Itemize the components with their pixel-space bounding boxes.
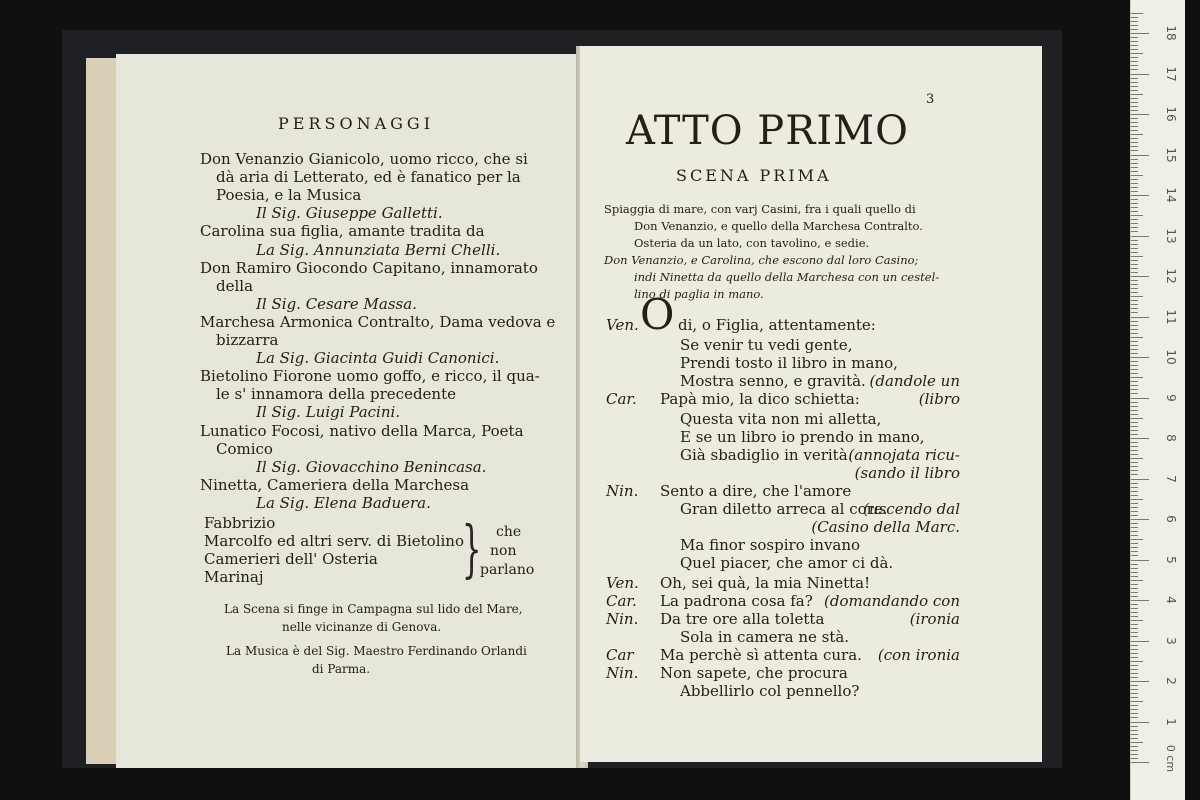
dialogue-line: E se un libro io prendo in mano,	[680, 428, 925, 446]
dialogue-line: Sento a dire, che l'amore	[660, 482, 852, 500]
cast-line: Comico	[216, 439, 273, 458]
ruler-tick	[1131, 244, 1138, 245]
ruler-number: 11	[1164, 308, 1178, 325]
ruler-tick	[1131, 398, 1149, 399]
ruler-tick	[1131, 98, 1138, 99]
direction-line-1: Don Venanzio, e Carolina, che escono dal loro Casino;	[604, 253, 919, 267]
speaker-label: Car	[606, 646, 634, 664]
ruler-tick	[1131, 65, 1138, 66]
cast-line: Don Ramiro Giocondo Capitano, innamorato	[200, 258, 538, 277]
dialogue-line: Gran diletto arreca al core.	[680, 500, 888, 518]
ruler-tick	[1131, 357, 1149, 358]
ruler-tick	[1131, 462, 1138, 463]
ruler-tick	[1131, 74, 1149, 75]
ruler-tick	[1131, 381, 1138, 382]
ruler-tick	[1131, 645, 1138, 646]
speaker-label: Car.	[606, 390, 637, 408]
dialogue-line: Prendi tosto il libro in mano,	[680, 354, 898, 372]
ruler-tick	[1131, 616, 1138, 617]
ruler-tick	[1131, 90, 1138, 91]
dialogue-line: Abbellirlo col pennello?	[680, 682, 860, 700]
ruler-tick	[1131, 620, 1143, 621]
ruler-tick	[1131, 211, 1138, 212]
ruler-tick	[1131, 167, 1138, 168]
ruler-tick	[1131, 588, 1138, 589]
ruler-tick	[1131, 543, 1138, 544]
ruler-tick	[1131, 519, 1149, 520]
ruler-tick	[1131, 86, 1138, 87]
speaker-label: Nin.	[606, 664, 639, 682]
ruler-tick	[1131, 317, 1149, 318]
ruler-tick	[1131, 393, 1138, 394]
ruler-number: 16	[1164, 106, 1178, 122]
ruler-tick	[1131, 653, 1138, 654]
page-number: 3	[926, 92, 935, 107]
stage-aside: (domandando con	[823, 592, 960, 610]
ruler-tick	[1131, 41, 1138, 42]
cast-line: Lunatico Focosi, nativo della Marca, Poeta	[200, 421, 524, 440]
ruler-tick	[1131, 142, 1138, 143]
ruler-tick	[1131, 325, 1138, 326]
silent-role: Fabbrizio	[204, 514, 276, 532]
dialogue-line: Già sbadiglio in verità.	[680, 446, 853, 464]
ruler-tick	[1131, 155, 1149, 156]
ruler-tick	[1131, 284, 1138, 285]
ruler-tick	[1131, 568, 1138, 569]
ruler-tick	[1131, 300, 1138, 301]
direction-line-2: indi Ninetta da quello della Marchesa con un cestel-	[634, 270, 940, 284]
dialogue-line: Sola in camera ne stà.	[680, 628, 850, 646]
ruler-tick	[1131, 321, 1138, 322]
ruler-tick	[1131, 531, 1138, 532]
stage-aside: (Casino della Marc.	[811, 518, 960, 536]
ruler-tick	[1131, 430, 1138, 431]
ruler-number: 4	[1164, 596, 1178, 604]
ruler-tick	[1131, 280, 1138, 281]
speaker-label: Ven.	[606, 574, 639, 592]
silent-note-word: non	[490, 543, 517, 559]
silent-role: Marinaj	[204, 568, 264, 586]
ruler-tick	[1131, 564, 1138, 565]
ruler-tick	[1131, 333, 1138, 334]
ruler-tick	[1131, 130, 1138, 131]
stage-aside: (ironia	[909, 610, 960, 628]
cast-line: La Sig. Elena Baduera.	[256, 493, 431, 512]
ruler-tick	[1131, 628, 1138, 629]
ruler-tick	[1131, 693, 1138, 694]
dialogue-line: Mostra senno, e gravità.	[680, 372, 866, 390]
cast-line: Poesia, e la Musica	[216, 186, 362, 205]
ruler-tick	[1131, 738, 1138, 739]
cast-line: Il Sig. Luigi Pacini.	[256, 403, 401, 422]
ruler-tick	[1131, 641, 1149, 642]
ruler-tick	[1131, 499, 1143, 500]
ruler-tick	[1131, 296, 1143, 297]
setting-line-1: Spiaggia di mare, con varj Casini, fra i quali quello di	[604, 202, 916, 216]
ruler-tick	[1131, 722, 1149, 723]
stage-aside: (dandole un	[869, 372, 960, 390]
ruler-tick	[1131, 106, 1138, 107]
left-page	[116, 54, 586, 768]
silent-note-word: parlano	[480, 562, 535, 578]
ruler-tick	[1131, 414, 1138, 415]
ruler-tick	[1131, 203, 1138, 204]
ruler-tick	[1131, 726, 1138, 727]
ruler-tick	[1131, 21, 1138, 22]
ruler-tick	[1131, 535, 1138, 536]
ruler-tick	[1131, 511, 1138, 512]
cast-line: Carolina sua figlia, amante tradita da	[200, 222, 485, 241]
ruler-number: 2	[1164, 677, 1178, 685]
ruler-tick	[1131, 442, 1138, 443]
ruler-tick	[1131, 750, 1138, 751]
cast-heading: PERSONAGGI	[278, 114, 435, 133]
dialogue-line: Ma finor sospiro invano	[680, 536, 861, 554]
ruler-tick	[1131, 231, 1138, 232]
scene-note-1: La Scena si finge in Campagna sul lido del Mare,	[224, 602, 523, 616]
cast-line: Ninetta, Cameriera della Marchesa	[200, 475, 470, 494]
ruler-number: 5	[1164, 555, 1178, 564]
ruler-tick	[1131, 82, 1138, 83]
ruler-number: 1	[1164, 717, 1178, 726]
ruler-tick	[1131, 410, 1138, 411]
ruler-tick	[1131, 304, 1138, 305]
speaker-label: Nin.	[606, 610, 639, 628]
ruler-tick	[1131, 624, 1138, 625]
ruler-tick	[1131, 689, 1138, 690]
direction-line-3: lino di paglia in mano.	[634, 287, 764, 301]
ruler-tick	[1131, 102, 1138, 103]
ruler-tick	[1131, 272, 1138, 273]
ruler-tick	[1131, 191, 1138, 192]
ruler-tick	[1131, 138, 1138, 139]
ruler-tick	[1131, 187, 1138, 188]
ruler-number: 6	[1164, 515, 1178, 523]
ruler-tick	[1131, 179, 1138, 180]
ruler-tick	[1131, 523, 1138, 524]
ruler-tick	[1131, 114, 1149, 115]
ruler-tick	[1131, 110, 1138, 111]
ruler-tick	[1131, 669, 1138, 670]
ruler-tick	[1131, 207, 1138, 208]
ruler-tick	[1131, 572, 1138, 573]
ruler-number: 7	[1164, 474, 1178, 483]
ruler-tick	[1131, 183, 1138, 184]
ruler-tick	[1131, 547, 1138, 548]
ruler-number: 13	[1164, 227, 1178, 244]
ruler-tick	[1131, 422, 1138, 423]
drop-cap: O	[640, 290, 675, 339]
ruler-tick	[1131, 418, 1143, 419]
ruler-tick	[1131, 377, 1143, 378]
ruler-tick	[1131, 236, 1149, 237]
silent-role: Marcolfo ed altri serv. di Bietolino	[204, 532, 464, 550]
right-page	[580, 46, 1042, 762]
measuring-ruler	[1130, 0, 1185, 800]
ruler-tick	[1131, 345, 1138, 346]
ruler-tick	[1131, 37, 1138, 38]
ruler-tick	[1131, 292, 1138, 293]
ruler-tick	[1131, 349, 1138, 350]
ruler-tick	[1131, 175, 1143, 176]
ruler-tick	[1131, 199, 1138, 200]
ruler-tick	[1131, 474, 1138, 475]
ruler-tick	[1131, 57, 1138, 58]
ruler-tick	[1131, 276, 1149, 277]
ruler-tick	[1131, 53, 1143, 54]
cast-line: La Sig. Annunziata Berni Chelli.	[256, 240, 501, 259]
ruler-tick	[1131, 434, 1138, 435]
ruler-number: 14	[1164, 187, 1178, 203]
ruler-tick	[1131, 717, 1138, 718]
scene-title: SCENA PRIMA	[676, 166, 832, 185]
ruler-tick	[1131, 479, 1149, 480]
ruler-tick	[1131, 426, 1138, 427]
dialogue-line: di, o Figlia, attentamente:	[678, 316, 876, 334]
ruler-tick	[1131, 150, 1138, 151]
ruler-tick	[1131, 385, 1138, 386]
ruler-tick	[1131, 584, 1138, 585]
ruler-tick	[1131, 632, 1138, 633]
act-title: ATTO PRIMO	[626, 108, 909, 154]
brace: }	[461, 512, 482, 585]
ruler-number: 18	[1164, 25, 1178, 41]
cast-line: Bietolino Fiorone uomo goffo, e ricco, il qua-	[200, 367, 540, 386]
speaker-label: Nin.	[606, 482, 639, 500]
ruler-tick	[1131, 248, 1138, 249]
ruler-tick	[1131, 507, 1138, 508]
ruler-tick	[1131, 223, 1138, 224]
ruler-tick	[1131, 665, 1138, 666]
ruler-tick	[1131, 649, 1138, 650]
ruler-tick	[1131, 466, 1138, 467]
silent-note-word: che	[496, 524, 522, 540]
ruler-tick	[1131, 600, 1149, 601]
ruler-tick	[1131, 268, 1138, 269]
ruler-tick	[1131, 608, 1138, 609]
ruler-tick	[1131, 730, 1138, 731]
ruler-number: 10	[1164, 349, 1178, 365]
ruler-tick	[1131, 78, 1138, 79]
ruler-tick	[1131, 17, 1138, 18]
ruler-tick	[1131, 365, 1138, 366]
cast-line: Il Sig. Cesare Massa.	[256, 294, 417, 313]
ruler-tick	[1131, 551, 1138, 552]
setting-line-3: Osteria da un lato, con tavolino, e sedie.	[634, 236, 870, 250]
dialogue-line: Oh, sei quà, la mia Ninetta!	[660, 574, 871, 592]
ruler-tick	[1131, 491, 1138, 492]
ruler-tick	[1131, 458, 1143, 459]
ruler-tick	[1131, 402, 1138, 403]
music-note-2: di Parma.	[312, 662, 371, 676]
stage-aside: (sando il libro	[854, 464, 960, 482]
ruler-tick	[1131, 240, 1138, 241]
ruler-tick	[1131, 450, 1138, 451]
ruler-tick	[1131, 49, 1138, 50]
ruler-tick	[1131, 685, 1138, 686]
ruler-tick	[1131, 705, 1138, 706]
music-note-1: La Musica è del Sig. Maestro Ferdinando Orlandi	[226, 644, 527, 658]
ruler-number: 15	[1164, 146, 1178, 163]
ruler-tick	[1131, 122, 1138, 123]
ruler-tick	[1131, 312, 1138, 313]
ruler-tick	[1131, 308, 1138, 309]
ruler-tick	[1131, 560, 1149, 561]
ruler-tick	[1131, 713, 1138, 714]
cast-line: La Sig. Giacinta Guidi Canonici.	[256, 349, 500, 368]
dialogue-line: Ma perchè sì attenta cura.	[660, 646, 862, 664]
dialogue-line: Non sapete, che procura	[660, 664, 848, 682]
ruler-tick	[1131, 734, 1138, 735]
stage-aside: (annojata ricu-	[848, 446, 960, 464]
ruler-tick	[1131, 29, 1138, 30]
ruler-tick	[1131, 163, 1138, 164]
ruler-tick	[1131, 134, 1143, 135]
ruler-tick	[1131, 483, 1138, 484]
ruler-tick	[1131, 389, 1138, 390]
dialogue-line: Papà mio, la dico schietta:	[660, 390, 860, 408]
ruler-tick	[1131, 373, 1138, 374]
cast-line: bizzarra	[216, 331, 279, 349]
ruler-tick	[1131, 195, 1149, 196]
ruler-tick	[1131, 13, 1143, 14]
silent-role: Camerieri dell' Osteria	[204, 550, 378, 568]
ruler-tick	[1131, 709, 1138, 710]
ruler-tick	[1131, 288, 1138, 289]
dialogue-line: Quel piacer, che amor ci dà.	[680, 554, 894, 572]
cast-line: Il Sig. Giovacchino Benincasa.	[256, 457, 487, 476]
ruler-tick	[1131, 673, 1138, 674]
cast-line: della	[216, 276, 254, 295]
ruler-number: 8	[1164, 434, 1178, 442]
dialogue-line: Questa vita non mi alletta,	[680, 410, 882, 428]
ruler-tick	[1131, 580, 1143, 581]
ruler-tick	[1131, 681, 1149, 682]
ruler-tick	[1131, 539, 1143, 540]
dialogue-line: Se venir tu vedi gente,	[680, 336, 853, 354]
stage-aside: (con ironia	[877, 646, 960, 664]
ruler-tick	[1131, 454, 1138, 455]
speaker-label: Car.	[606, 592, 637, 610]
ruler-tick	[1131, 487, 1138, 488]
ruler-number: 9	[1164, 393, 1178, 402]
ruler-number: 3	[1164, 636, 1178, 645]
cast-line: Don Venanzio Gianicolo, uomo ricco, che si	[200, 150, 528, 168]
ruler-tick	[1131, 353, 1138, 354]
ruler-tick	[1131, 33, 1149, 34]
ruler-tick	[1131, 406, 1138, 407]
ruler-tick	[1131, 329, 1138, 330]
ruler-tick	[1131, 446, 1138, 447]
stage-aside: (uscendo dal	[863, 500, 960, 518]
ruler-tick	[1131, 264, 1138, 265]
ruler-tick	[1131, 126, 1138, 127]
ruler-tick	[1131, 742, 1143, 743]
ruler-tick	[1131, 515, 1138, 516]
ruler-tick	[1131, 754, 1138, 755]
stage-aside: (libro	[918, 390, 960, 408]
ruler-unit: 0 cm	[1164, 744, 1178, 773]
ruler-tick	[1131, 527, 1138, 528]
setting-line-2: Don Venanzio, e quello della Marchesa Contralto.	[634, 219, 923, 233]
ruler-tick	[1131, 159, 1138, 160]
ruler-tick	[1131, 555, 1138, 556]
ruler-tick	[1131, 118, 1138, 119]
scene-note-2: nelle vicinanze di Genova.	[282, 620, 442, 634]
ruler-tick	[1131, 636, 1138, 637]
dialogue-line: La padrona cosa fa?	[660, 592, 813, 610]
ruler-tick	[1131, 219, 1138, 220]
ruler-tick	[1131, 94, 1143, 95]
ruler-tick	[1131, 470, 1138, 471]
speaker-label: Ven.	[606, 316, 639, 334]
ruler-tick	[1131, 701, 1143, 702]
ruler-tick	[1131, 495, 1138, 496]
cast-line: le s' innamora della precedente	[216, 385, 456, 404]
ruler-tick	[1131, 604, 1138, 605]
ruler-tick	[1131, 61, 1138, 62]
ruler-tick	[1131, 260, 1138, 261]
cast-line: Marchesa Armonica Contralto, Dama vedova e	[200, 312, 556, 331]
cast-line: dà aria di Letterato, ed è fanatico per la	[216, 168, 521, 187]
ruler-tick	[1131, 438, 1149, 439]
ruler-tick	[1131, 146, 1138, 147]
ruler-tick	[1131, 592, 1138, 593]
ruler-tick	[1131, 252, 1138, 253]
ruler-tick	[1131, 25, 1138, 26]
cast-line: Il Sig. Giuseppe Galletti.	[256, 204, 443, 223]
ruler-number: 12	[1164, 268, 1178, 284]
ruler-tick	[1131, 45, 1138, 46]
ruler-tick	[1131, 596, 1138, 597]
ruler-tick	[1131, 657, 1138, 658]
ruler-tick	[1131, 612, 1138, 613]
ruler-tick	[1131, 746, 1138, 747]
ruler-tick	[1131, 361, 1138, 362]
ruler-tick	[1131, 762, 1149, 763]
ruler-tick	[1131, 503, 1138, 504]
ruler-tick	[1131, 171, 1138, 172]
ruler-tick	[1131, 341, 1138, 342]
ruler-tick	[1131, 69, 1138, 70]
ruler-tick	[1131, 215, 1143, 216]
ruler-tick	[1131, 661, 1143, 662]
ruler-number: 17	[1164, 65, 1178, 82]
ruler-tick	[1131, 337, 1143, 338]
ruler-tick	[1131, 227, 1138, 228]
ruler-tick	[1131, 677, 1138, 678]
ruler-tick	[1131, 576, 1138, 577]
ruler-tick	[1131, 697, 1138, 698]
ruler-tick	[1131, 369, 1138, 370]
dialogue-line: Da tre ore alla toletta	[660, 610, 825, 628]
ruler-tick	[1131, 256, 1143, 257]
ruler-tick	[1131, 758, 1138, 759]
